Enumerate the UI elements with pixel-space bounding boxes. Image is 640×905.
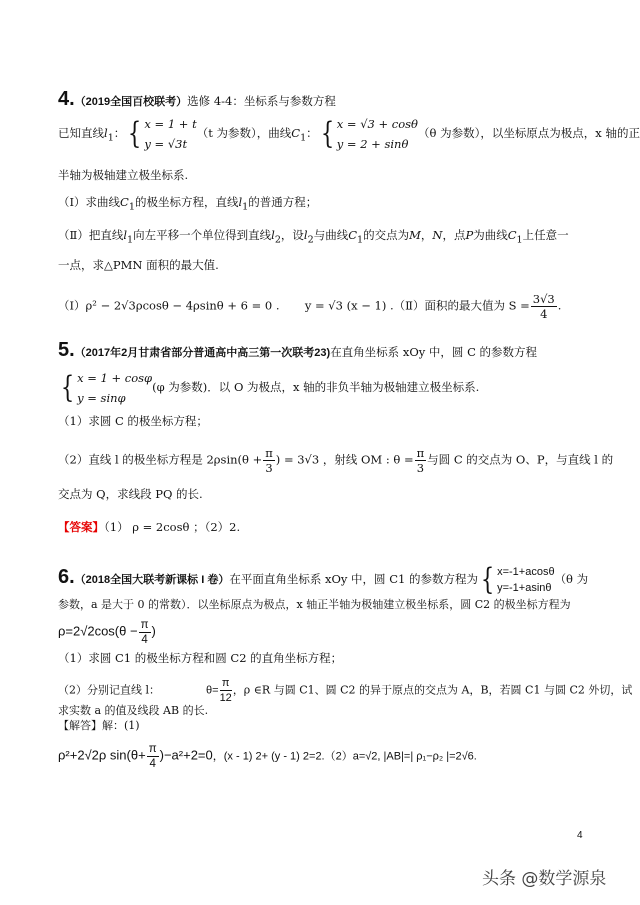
var-l: l	[271, 228, 275, 242]
equation-system	[497, 564, 554, 596]
numerator: π	[140, 619, 149, 631]
text-line: 一点，求△PMN 面积的最大值.	[58, 258, 219, 272]
text: （2）分别记直线 l：	[58, 683, 161, 697]
text: 与曲线	[313, 228, 349, 242]
text: （Ⅰ）求曲线	[58, 195, 121, 209]
fraction	[139, 618, 151, 647]
text: 为曲线	[473, 228, 508, 242]
var-p: P	[465, 228, 474, 242]
text: θ=	[206, 684, 219, 697]
denominator: 4	[540, 307, 548, 321]
equation-system-c1	[337, 114, 418, 154]
text: （θ 为参数），以坐标原点为极点，x 轴的正	[417, 126, 640, 140]
text: ：	[113, 126, 126, 140]
text-line: 交点为 Q，求线段 PQ 的长.	[58, 487, 203, 501]
problem-4-intro	[58, 114, 640, 154]
text: 的普通方程；	[248, 195, 318, 209]
text: （Ⅱ）把直线	[58, 228, 124, 242]
problem-source: （2017年2月甘肃省部分普通高中高三第一次联考23)	[74, 347, 331, 359]
question-1	[58, 195, 317, 214]
problem-source: （2019全国百校联考）	[74, 96, 188, 108]
var-l: l	[123, 228, 128, 242]
text: 的极坐标方程，直线	[134, 195, 239, 209]
subscript: 1	[516, 234, 523, 246]
text: 在平面直角坐标系 xOy 中，圆 C1 的参数方程为	[229, 572, 478, 586]
text: （t 为参数），曲线	[196, 126, 292, 140]
denominator: 4	[141, 634, 148, 646]
watermark: 头条 @数学源泉	[482, 869, 607, 889]
problem-6-header	[58, 564, 588, 596]
denominator: 4	[149, 758, 156, 770]
answer-label: 【答案】	[58, 520, 104, 534]
theta-equation	[206, 676, 233, 705]
text: )	[151, 623, 156, 639]
brace-icon: {	[480, 562, 495, 597]
subscript: 1	[128, 201, 135, 213]
text: ，设	[280, 228, 304, 242]
var-n: N	[432, 228, 443, 242]
equation: x = 1 + cosφ	[77, 371, 153, 385]
problem-4-header	[58, 86, 336, 113]
var-l: l	[104, 126, 108, 140]
text: ，(x - 1) 2+ (y - 1) 2=2.（2）a=√2, |AB|=| ρ₁−ρ₂ |=2√6.	[212, 750, 477, 763]
equation: ρ²+2√2ρ sin(θ+	[58, 747, 146, 763]
fraction	[220, 676, 232, 705]
equation: x = √3 + cosθ	[336, 117, 418, 131]
brace-icon: {	[128, 116, 142, 151]
problem-5-header	[58, 337, 537, 364]
var-l: l	[238, 195, 243, 209]
question-2	[58, 228, 569, 247]
var-c: C	[507, 228, 517, 242]
answer-text: （1） ρ = 2cosθ ；（2）2.	[104, 520, 241, 534]
subscript: 1	[107, 132, 114, 144]
subscript: 1	[357, 234, 364, 246]
fraction	[263, 446, 275, 475]
fraction	[147, 742, 159, 771]
text: (φ 为参数)．以 O 为极点，x 轴的非负半轴为极轴建立极坐标系.	[152, 380, 480, 394]
text: 与圆 C 的交点为 O、P，与直线 l 的	[427, 452, 614, 467]
problem-number: 6.	[58, 566, 75, 588]
equation-system	[77, 368, 152, 408]
numerator: π	[265, 446, 273, 460]
question-1: （1）求圆 C 的极坐标方程；	[58, 414, 208, 428]
denominator: 3	[265, 461, 273, 475]
var-l: l	[303, 228, 308, 242]
equation: y=-1+asinθ	[497, 582, 552, 594]
question-1: （1）求圆 C1 的极坐标方程和圆 C2 的直角坐标方程；	[58, 651, 343, 665]
equation: y = sinφ	[77, 391, 126, 405]
text-line: 参数，a 是大于 0 的常数）．以坐标原点为极点，x 轴正半轴为极轴建立极坐标系，圆 C2 的极坐标方程为	[58, 598, 571, 611]
question-2	[58, 676, 632, 705]
equation: )−a²+2=0	[159, 747, 213, 763]
var-c: C	[120, 195, 129, 209]
answer-part: y = √3 (x − 1) .（Ⅱ）面积的最大值为 S =	[304, 298, 530, 313]
subscript: 1	[242, 201, 249, 213]
text: ，	[420, 228, 433, 242]
var-m: M	[409, 228, 421, 242]
problem-topic: 选修 4-4：坐标系与参数方程	[187, 94, 336, 108]
denominator: 3	[416, 461, 425, 475]
problem-5-answer	[58, 520, 240, 536]
brace-icon: {	[320, 116, 334, 151]
numerator: π	[220, 676, 232, 691]
equation-system-l1	[144, 114, 196, 154]
solution-line	[58, 742, 477, 771]
text: 上任意一	[522, 228, 569, 242]
text: ) = 3√3 ，射线 OM : θ =	[275, 452, 414, 467]
subscript: 1	[300, 132, 307, 144]
var-c: C	[348, 228, 358, 242]
problem-number: 4.	[58, 88, 75, 110]
text: ，ρ ∈R 与圆 C1、圆 C2 的异于原点的交点为 A，B，若圆 C1 与圆 C2 外切，试	[232, 683, 633, 697]
numerator: π	[148, 743, 157, 755]
text: ：	[306, 126, 318, 140]
problem-source: （2018全国大联考新课标 I 卷）	[74, 574, 230, 586]
problem-number: 5.	[58, 339, 75, 361]
text: ，点	[442, 228, 466, 242]
brace-icon: {	[60, 370, 75, 405]
numerator: π	[416, 446, 425, 460]
text: 向左平移一个单位得到直线	[133, 228, 272, 242]
text: 在直角坐标系 xOy 中，圆 C 的参数方程	[330, 345, 538, 359]
problem-5-param	[58, 368, 479, 408]
solution-label: 【解答】解：(1)	[58, 719, 140, 732]
equation: x=-1+acosθ	[497, 566, 555, 578]
subscript: 2	[307, 234, 314, 246]
equation: ρ=2√2cos(θ −	[58, 623, 138, 639]
text: （θ 为	[554, 572, 589, 586]
equation: y = 2 + sinθ	[336, 137, 409, 151]
text: （2）直线 l 的极坐标方程是 2ρsin(θ +	[58, 452, 263, 467]
text-line: 半轴为极轴建立极坐标系.	[58, 168, 189, 182]
polar-equation-c2	[58, 618, 156, 647]
fraction	[415, 446, 427, 475]
question-2	[58, 446, 613, 475]
subscript: 2	[274, 234, 281, 246]
text: 已知直线	[58, 126, 104, 140]
denominator: 12	[219, 692, 232, 704]
fraction	[531, 292, 557, 321]
var-c: C	[291, 126, 301, 140]
subscript: 1	[127, 234, 134, 246]
numerator: 3√3	[532, 292, 555, 306]
text: 的交点为	[363, 228, 410, 242]
text-line: 求实数 a 的值及线段 AB 的长.	[58, 704, 209, 717]
problem-4-answer	[58, 292, 561, 321]
page-number: 4	[577, 830, 583, 841]
answer-part: （Ⅰ）ρ² − 2√3ρcosθ − 4ρsinθ + 6 = 0 .	[58, 298, 280, 313]
text: .	[557, 298, 562, 313]
equation: x = 1 + t	[144, 117, 197, 131]
equation: y = √3t	[144, 137, 188, 151]
